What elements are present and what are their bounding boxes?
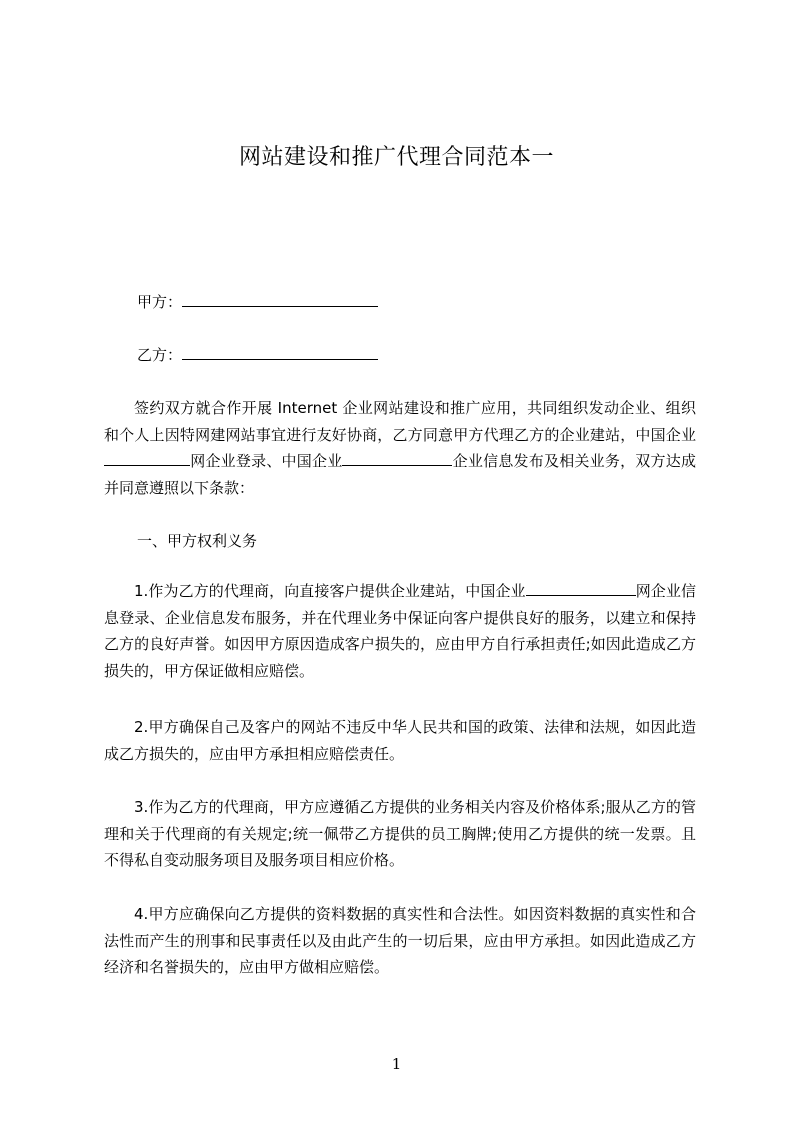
clause-2: 2.甲方确保自己及客户的网站不违反中华人民共和国的政策、法律和法规，如因此造成乙方损失的，应由甲方承担相应赔偿责任。 — [104, 718, 696, 763]
intro-paragraph — [104, 395, 696, 501]
party-a-line — [137, 291, 378, 312]
intro-text-2: 网企业登录、中国企业 — [190, 452, 343, 470]
intro-text-1: 签约双方就合作开展 Internet 企业网站建设和推广应用，共同组织发动企业、组织和个人上因特网建网站事宜进行友好协商，乙方同意甲方代理乙方的企业建站，中国企业 — [104, 399, 696, 444]
party-a-blank — [182, 291, 378, 307]
party-a-label: 甲方： — [137, 293, 183, 311]
intro-text-3: 企业信息发布及相关业务，双方达成并同意遵照以下条款： — [104, 452, 696, 497]
party-b-line — [137, 344, 378, 365]
document-title: 网站建设和推广代理合同范本一 — [238, 145, 554, 170]
intro-blank-2 — [342, 449, 452, 466]
party-b-blank — [182, 344, 378, 360]
section-heading: 一、甲方权利义务 — [137, 532, 258, 550]
clause-1-text-2: 网企业信息登录、企业信息发布服务，并在代理业务中保证向客户提供良好的服务，以建立和保持乙方的良好声誉。如因甲方原因造成客户损失的，应由甲方自行承担责任;如因此造成乙方损失的，甲方保证做相应赔偿。 — [104, 582, 696, 680]
party-b-label: 乙方： — [137, 346, 183, 364]
clause-1-blank — [526, 579, 636, 596]
page-number: 1 — [391, 1055, 402, 1073]
clause-1-text-1: 1.作为乙方的代理商，向直接客户提供企业建站，中国企业 — [134, 582, 526, 600]
intro-blank-1 — [104, 449, 190, 466]
clause-4: 4.甲方应确保向乙方提供的资料数据的真实性和合法性。如因资料数据的真实性和合法性而产生的刑事和民事责任以及由此产生的一切后果，应由甲方承担。如因此造成乙方经济和名誉损失的，应由甲方做相应赔偿。 — [104, 905, 696, 976]
clause-3: 3.作为乙方的代理商，甲方应遵循乙方提供的业务相关内容及价格体系;服从乙方的管理和关于代理商的有关规定;统一佩带乙方提供的员工胸牌;使用乙方提供的统一发票。且不得私自变动服务项目及服务项目相应价格。 — [104, 798, 696, 869]
clause-1 — [104, 578, 696, 684]
